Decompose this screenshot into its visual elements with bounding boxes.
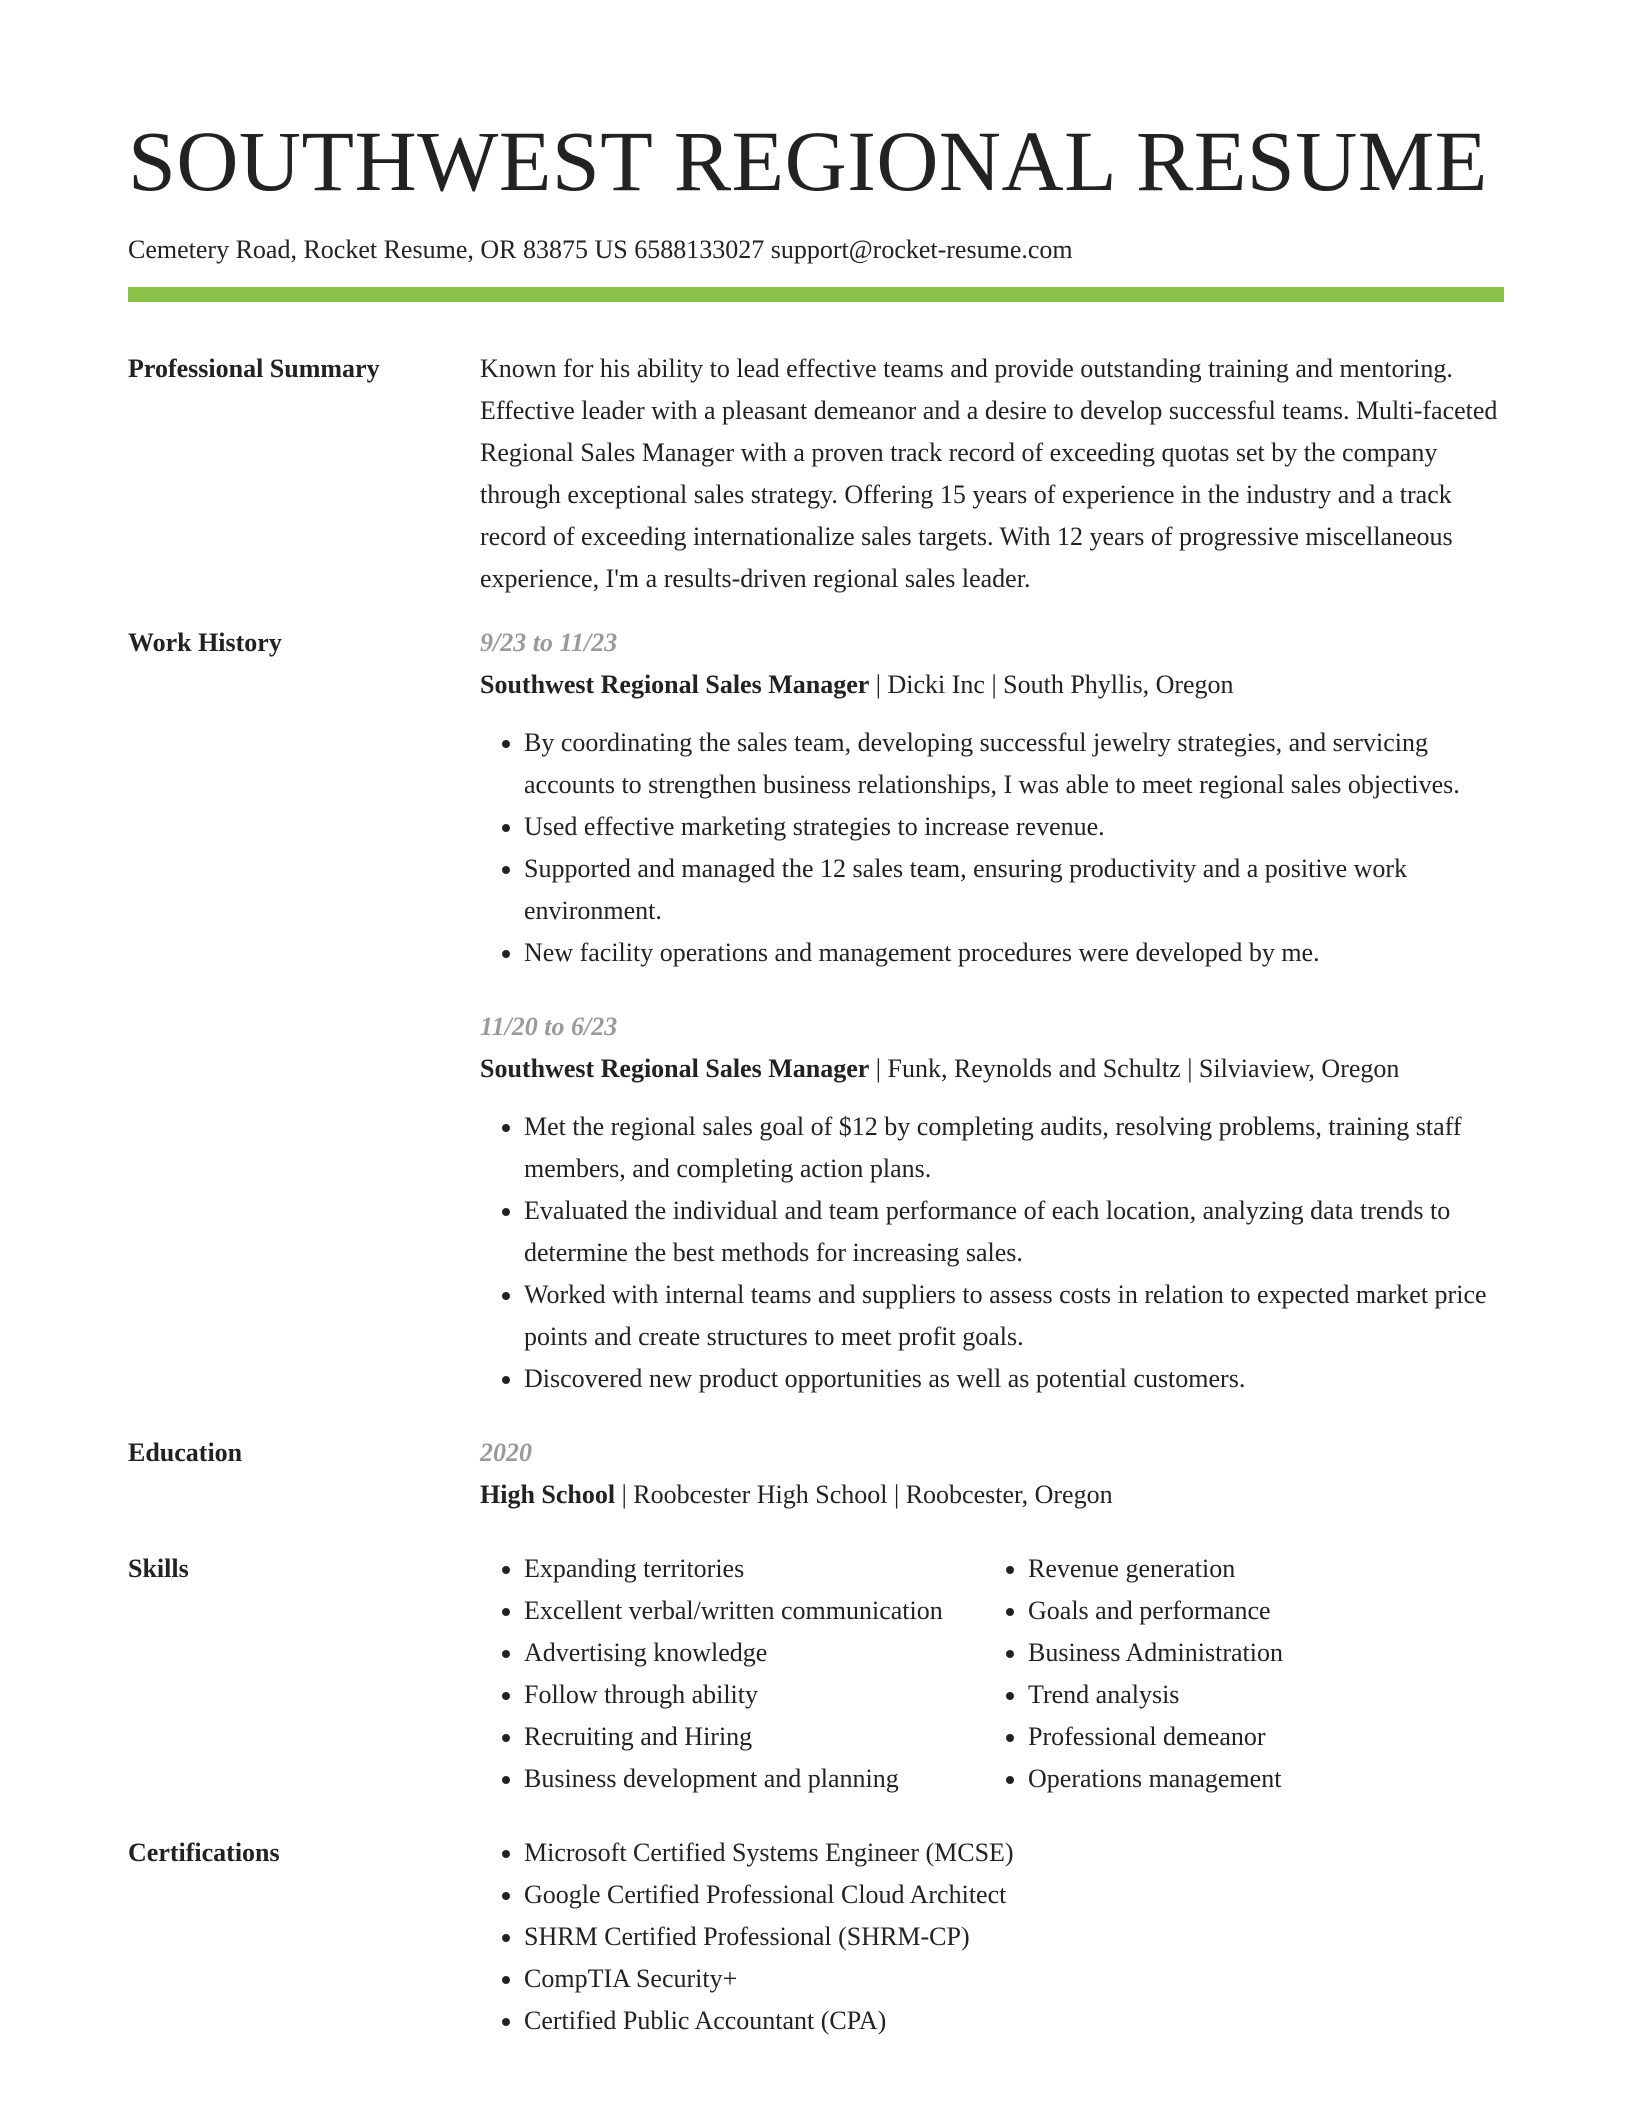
summary-text: Known for his ability to lead effective teams and provide outstanding training and mentoring. Effective leader with a pleasant demeanor and a desire to develop successful teams. Multi-faceted Regional Sales Manager with a proven track record of exceeding quotas set by the company through exceptional sales strategy. Offering 15 years of experience in the industry and a track record of exceeding internationalize sales targets. With 12 years of progressive miscellaneous experience, I'm a results-driven regional sales leader. xyxy=(480,354,1498,594)
accent-divider xyxy=(128,287,1504,302)
certifications-label: Certifications xyxy=(128,1838,280,1868)
job-1-bullet: • Supported and managed the 12 sales team, ensuring productivity and a positive work environment. xyxy=(524,848,1504,932)
certification-item: • SHRM Certified Professional (SHRM-CP) xyxy=(524,1916,1504,1958)
skill-item: • Recruiting and Hiring xyxy=(524,1716,984,1758)
job-1-bullet: • New facility operations and management procedures were developed by me. xyxy=(524,932,1504,974)
skills-section xyxy=(128,1548,1504,1800)
skills-body xyxy=(480,1548,1504,1800)
job-2-bullet: • Worked with internal teams and suppliers to assess costs in relation to expected market price points and create structures to meet profit goals. xyxy=(524,1274,1504,1358)
resume-title: SOUTHWEST REGIONAL RESUME xyxy=(128,113,1488,209)
certifications-list xyxy=(480,1832,1504,2042)
job-entry-2 xyxy=(480,1006,1504,1400)
job-1-bullet: • By coordinating the sales team, developing successful jewelry strategies, and servicing accounts to strengthen business relationships, I was able to meet regional sales objectives. xyxy=(524,722,1504,806)
skill-item: • Advertising knowledge xyxy=(524,1632,984,1674)
job-2-bullets xyxy=(480,1106,1504,1400)
job-1-heading xyxy=(480,664,1504,706)
certification-item: • Microsoft Certified Systems Engineer (MCSE) xyxy=(524,1832,1504,1874)
job-2-title: Southwest Regional Sales Manager xyxy=(480,1054,870,1084)
job-2-bullet: • Met the regional sales goal of $12 by completing audits, resolving problems, training staff members, and completing action plans. xyxy=(524,1106,1504,1190)
certification-item: • Google Certified Professional Cloud Architect xyxy=(524,1874,1504,1916)
job-1-bullets xyxy=(480,722,1504,974)
skill-item: • Follow through ability xyxy=(524,1674,984,1716)
education-body xyxy=(480,1432,1504,1516)
work-label: Work History xyxy=(128,628,282,658)
resume-page xyxy=(128,0,1504,2042)
job-1-dates: 9/23 to 11/23 xyxy=(480,628,618,658)
job-2-details: | Funk, Reynolds and Schultz | Silviaview, Oregon xyxy=(869,1054,1400,1084)
summary-section xyxy=(128,348,1504,600)
job-1-title: Southwest Regional Sales Manager xyxy=(480,670,870,700)
job-2-heading xyxy=(480,1048,1504,1090)
certification-item: • CompTIA Security+ xyxy=(524,1958,1504,2000)
job-entry-1 xyxy=(480,622,1504,974)
skills-list-left xyxy=(480,1548,984,1800)
work-body xyxy=(480,622,1504,1400)
education-date: 2020 xyxy=(480,1438,532,1468)
job-1-bullet: • Used effective marketing strategies to increase revenue. xyxy=(524,806,1504,848)
skill-item: • Expanding territories xyxy=(524,1548,984,1590)
skill-item: • Professional demeanor xyxy=(1028,1716,1532,1758)
job-2-bullet: • Evaluated the individual and team performance of each location, analyzing data trends to determine the best methods for increasing sales. xyxy=(524,1190,1504,1274)
certifications-body xyxy=(480,1832,1504,2042)
skills-list-right xyxy=(984,1548,1532,1800)
job-1-details: | Dicki Inc | South Phyllis, Oregon xyxy=(869,670,1234,700)
skill-item: • Business Administration xyxy=(1028,1632,1532,1674)
education-heading xyxy=(480,1474,1504,1516)
work-section xyxy=(128,622,1504,1400)
education-degree: High School xyxy=(480,1480,616,1510)
skill-item: • Trend analysis xyxy=(1028,1674,1532,1716)
education-section xyxy=(128,1432,1504,1516)
certifications-section xyxy=(128,1832,1504,2042)
contact-line: Cemetery Road, Rocket Resume, OR 83875 US 6588133027 support@rocket-resume.com xyxy=(128,235,1073,264)
skill-item: • Goals and performance xyxy=(1028,1590,1532,1632)
job-2-bullet: • Discovered new product opportunities as well as potential customers. xyxy=(524,1358,1504,1400)
education-details: | Roobcester High School | Roobcester, Oregon xyxy=(615,1480,1113,1510)
skill-item: • Revenue generation xyxy=(1028,1548,1532,1590)
skill-item: • Business development and planning xyxy=(524,1758,984,1800)
skill-item: • Excellent verbal/written communication xyxy=(524,1590,984,1632)
skills-label: Skills xyxy=(128,1554,189,1584)
certification-item: • Certified Public Accountant (CPA) xyxy=(524,2000,1504,2042)
skill-item: • Operations management xyxy=(1028,1758,1532,1800)
education-label: Education xyxy=(128,1438,243,1468)
job-2-dates: 11/20 to 6/23 xyxy=(480,1012,618,1042)
summary-label: Professional Summary xyxy=(128,354,380,384)
